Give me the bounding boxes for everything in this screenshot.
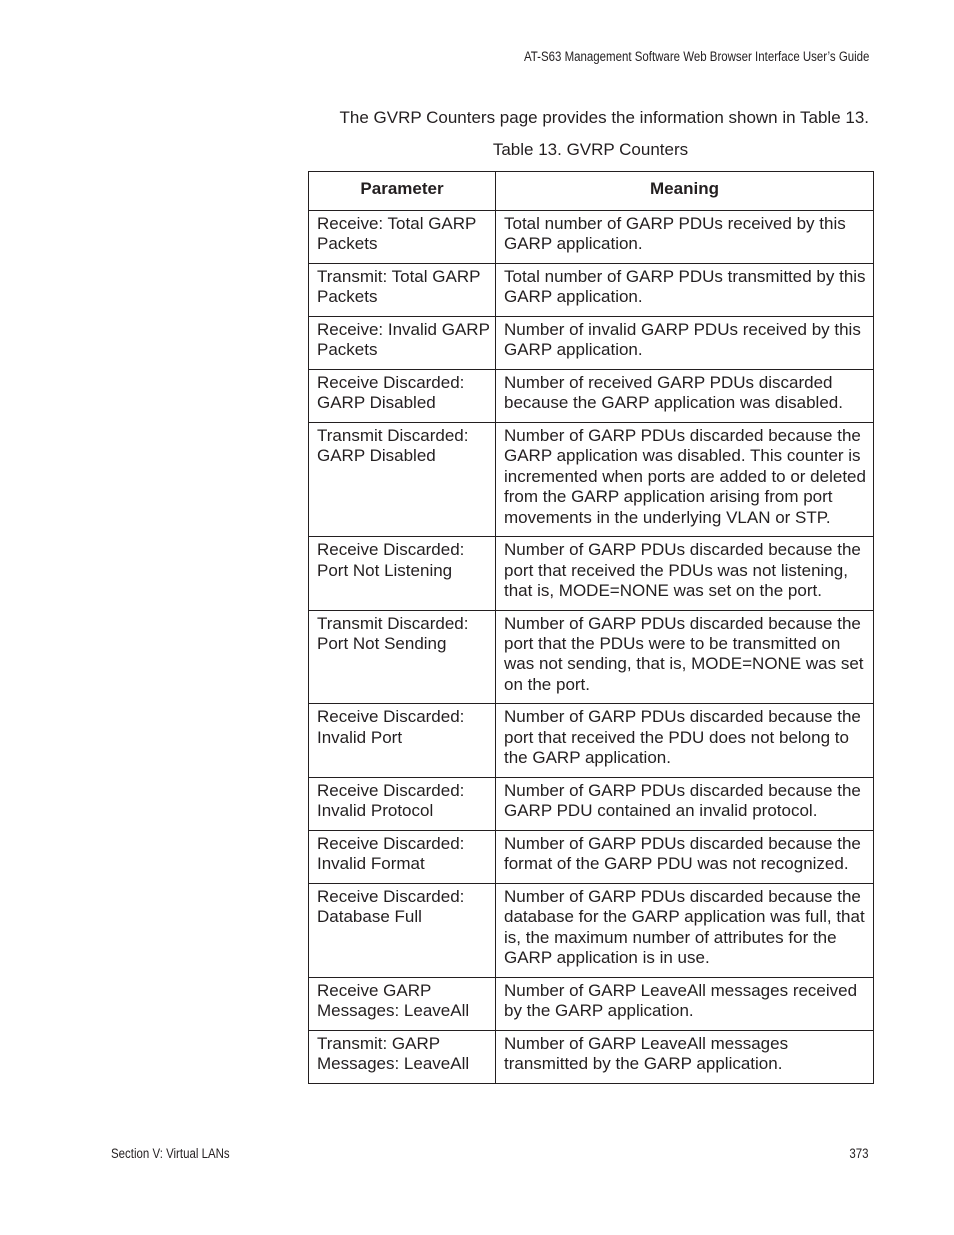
meaning-cell: Number of GARP PDUs discarded because the GARP application was disabled. This counter is incremented when ports are added to or deleted from the GARP application arising from port movements in the underlying VLAN or STP. — [496, 423, 874, 537]
table-row — [309, 317, 874, 370]
table-row — [309, 537, 874, 610]
parameter-cell: Receive Discarded: Invalid Protocol — [309, 777, 496, 830]
meaning-cell: Number of GARP LeaveAll messages received by the GARP application. — [496, 977, 874, 1030]
parameter-cell: Receive Discarded: Database Full — [309, 883, 496, 977]
running-header: AT-S63 Management Software Web Browser Interface User’s Guide — [523, 49, 869, 64]
footer-section-title: Section V: Virtual LANs — [111, 1146, 230, 1161]
parameter-cell: Transmit: GARP Messages: LeaveAll — [309, 1030, 496, 1083]
parameter-cell: Transmit Discarded: Port Not Sending — [309, 610, 496, 704]
gvrp-counters-table — [308, 171, 874, 1084]
column-header-parameter: Parameter — [309, 172, 496, 211]
meaning-cell: Number of GARP PDUs discarded because the format of the GARP PDU was not recognized. — [496, 830, 874, 883]
meaning-cell: Total number of GARP PDUs transmitted by this GARP application. — [496, 264, 874, 317]
parameter-cell: Transmit: Total GARP Packets — [309, 264, 496, 317]
table-row — [309, 830, 874, 883]
column-header-meaning: Meaning — [496, 172, 874, 211]
parameter-cell: Receive Discarded: GARP Disabled — [309, 370, 496, 423]
table-row — [309, 704, 874, 777]
intro-paragraph: The GVRP Counters page provides the information shown in Table 13. — [339, 108, 869, 127]
table-row — [309, 1030, 874, 1083]
page-number: 373 — [849, 1146, 869, 1161]
parameter-cell: Receive Discarded: Invalid Format — [309, 830, 496, 883]
meaning-cell: Number of GARP PDUs discarded because the port that received the PDU does not belong to the GARP application. — [496, 704, 874, 777]
parameter-cell: Receive Discarded: Port Not Listening — [309, 537, 496, 610]
table-row — [309, 211, 874, 264]
table-row — [309, 777, 874, 830]
parameter-cell: Receive GARP Messages: LeaveAll — [309, 977, 496, 1030]
meaning-cell: Number of invalid GARP PDUs received by this GARP application. — [496, 317, 874, 370]
parameter-cell: Receive Discarded: Invalid Port — [309, 704, 496, 777]
table-header-row — [309, 172, 874, 211]
meaning-cell: Number of GARP PDUs discarded because the database for the GARP application was full, that is, the maximum number of attributes for the GARP application is in use. — [496, 883, 874, 977]
table-row — [309, 370, 874, 423]
meaning-cell: Number of GARP PDUs discarded because the port that received the PDUs was not listening, that is, MODE=NONE was set on the port. — [496, 537, 874, 610]
table-row — [309, 883, 874, 977]
parameter-cell: Receive: Invalid GARP Packets — [309, 317, 496, 370]
table-row — [309, 264, 874, 317]
parameter-cell: Receive: Total GARP Packets — [309, 211, 496, 264]
meaning-cell: Total number of GARP PDUs received by this GARP application. — [496, 211, 874, 264]
table-row — [309, 610, 874, 704]
meaning-cell: Number of GARP PDUs discarded because the port that the PDUs were to be transmitted on was not sending, that is, MODE=NONE was set on the port. — [496, 610, 874, 704]
table-row — [309, 977, 874, 1030]
meaning-cell: Number of GARP LeaveAll messages transmitted by the GARP application. — [496, 1030, 874, 1083]
parameter-cell: Transmit Discarded: GARP Disabled — [309, 423, 496, 537]
table-row — [309, 423, 874, 537]
table-body — [309, 211, 874, 1084]
meaning-cell: Number of received GARP PDUs discarded because the GARP application was disabled. — [496, 370, 874, 423]
meaning-cell: Number of GARP PDUs discarded because the GARP PDU contained an invalid protocol. — [496, 777, 874, 830]
table-caption: Table 13. GVRP Counters — [492, 140, 689, 159]
